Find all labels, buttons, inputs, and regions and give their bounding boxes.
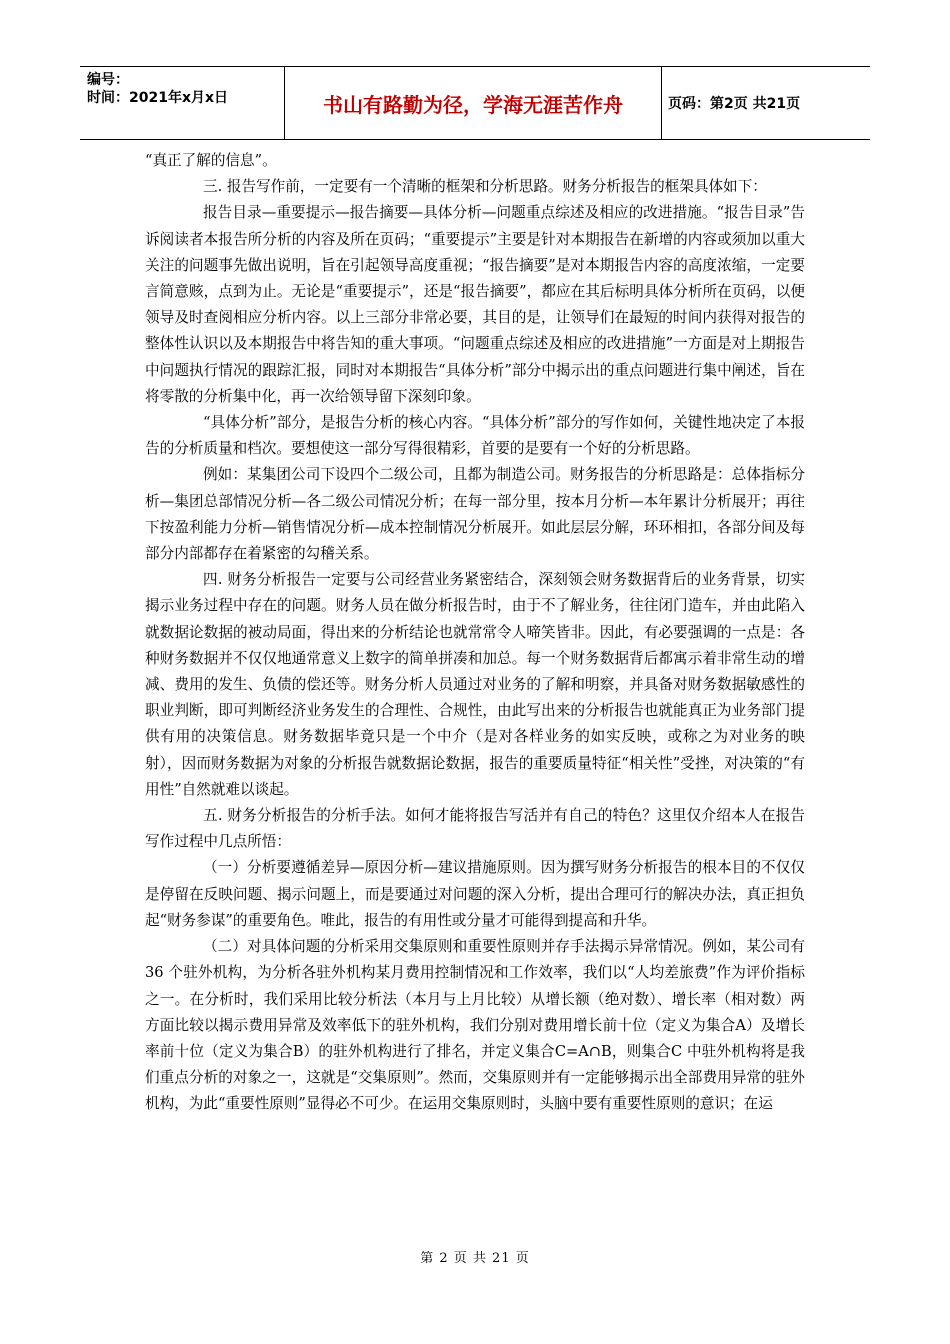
header-meta — [87, 71, 277, 107]
paragraph-continuation: “真正了解的信息”。 — [145, 152, 277, 169]
page-header — [80, 66, 870, 140]
document-body — [145, 148, 805, 1118]
paragraph-specific-analysis: “具体分析”部分，是报告分析的核心内容。“具体分析”部分的写作如何，关键性地决定了本报告的分析质量和档次。要想使这一部分写得很精彩，首要的是要有一个好的分析思路。 — [145, 414, 805, 458]
paragraph-item-one: （一）分析要遵循差异—原因分析—建议措施原则。因为撰写财务分析报告的根本目的不仅仅是停留在反映问题、揭示问题上，而是要通过对问题的深入分析，提出合理可行的解决办法，真正担负起“财务参谋”的重要角色。唯此，报告的有用性或分量才可能得到提高和升华。 — [145, 859, 805, 929]
paragraph-example: 例如：某集团公司下设四个二级公司，且都为制造公司。财务报告的分析思路是：总体指标分析—集团总部情况分析—各二级公司情况分析；在每一部分里，按本月分析—本年累计分析展开；再往下按盈利能力分析—销售情况分析—成本控制情况分析展开。如此层层分解，环环相扣，各部分间及每部分内部都存在着紧密的勾稽关系。 — [145, 466, 805, 563]
document-date: 时间：2021年x月x日 — [87, 90, 229, 106]
paragraph-section-five: 五. 财务分析报告的分析手法。如何才能将报告写活并有自己的特色？这里仅介绍本人在报告写作过程中几点所悟： — [145, 807, 805, 851]
paragraph-item-two: （二）对具体问题的分析采用交集原则和重要性原则并存手法揭示异常情况。例如，某公司有36 个驻外机构，为分析各驻外机构某月费用控制情况和工作效率，我们以“人均差旅费”作为评价指标之一。在分析时，我们采用比较分析法（本月与上月比较）从增长额（绝对数）、增长率（相对数）两方面比较以揭示费用异常及效率低下的驻外机构，我们分别对费用增长前十位（定义为集合A）及增长率前十位（定义为集合B）的驻外机构进行了排名，并定义集合C=A∩B，则集合C 中驻外机构将是我们重点分析的对象之一，这就是“交集原则”。然而，交集原则并有一定能够揭示出全部费用异常的驻外机构，为此“重要性原则”显得必不可少。在运用交集原则时，头脑中要有重要性原则的意识；在运 — [145, 938, 805, 1113]
paragraph-report-framework: 报告目录—重要提示—报告摘要—具体分析—问题重点综述及相应的改进措施。“报告目录”告诉阅读者本报告所分析的内容及所在页码；“重要提示”主要是针对本期报告在新增的内容或须加以重大关注的问题事先做出说明，旨在引起领导高度重视；“报告摘要”是对本期报告内容的高度浓缩，一定要言简意赅，点到为止。无论是“重要提示”，还是“报告摘要”，都应在其后标明具体分析所在页码，以便领导及时查阅相应分析内容。以上三部分非常必要，其目的是，让领导们在最短的时间内获得对报告的整体性认识以及本期报告中将告知的重大事项。“问题重点综述及相应的改进措施”一方面是对上期报告中问题执行情况的跟踪汇报，同时对本期报告“具体分析”部分中揭示出的重点问题进行集中阐述，旨在将零散的分析集中化，再一次给领导留下深刻印象。 — [145, 204, 805, 405]
header-motto: 书山有路勤为径，学海无涯苦作舟 — [284, 67, 662, 139]
page-footer: 第 2 页 共 21 页 — [420, 1251, 530, 1266]
paragraph-section-four: 四. 财务分析报告一定要与公司经营业务紧密结合，深刻领会财务数据背后的业务背景，切实揭示业务过程中存在的问题。财务人员在做分析报告时，由于不了解业务，往往闭门造车，并由此陷入就数据论数据的被动局面，得出来的分析结论也就常常令人啼笑皆非。因此，有必要强调的一点是：各种财务数据并不仅仅地通常意义上数字的简单拼凑和加总。每一个财务数据背后都寓示着非常生动的增减、费用的发生、负债的偿还等。财务分析人员通过对业务的了解和明察，并具备对财务数据敏感性的职业判断，即可判断经济业务发生的合理性、合规性，由此写出来的分析报告也就能真正为业务部门提供有用的决策信息。财务数据毕竟只是一个中介（是对各样业务的如实反映，或称之为对业务的映射），因而财务数据为对象的分析报告就数据论数据，报告的重要质量特征“相关性”受挫，对决策的“有用性”自然就难以谈起。 — [145, 571, 805, 798]
paragraph-section-three: 三. 报告写作前，一定要有一个清晰的框架和分析思路。财务分析报告的框架具体如下： — [203, 178, 767, 196]
document-number-label: 编号： — [87, 72, 129, 88]
header-page-info: 页码：第2页 共21页 — [668, 96, 801, 112]
